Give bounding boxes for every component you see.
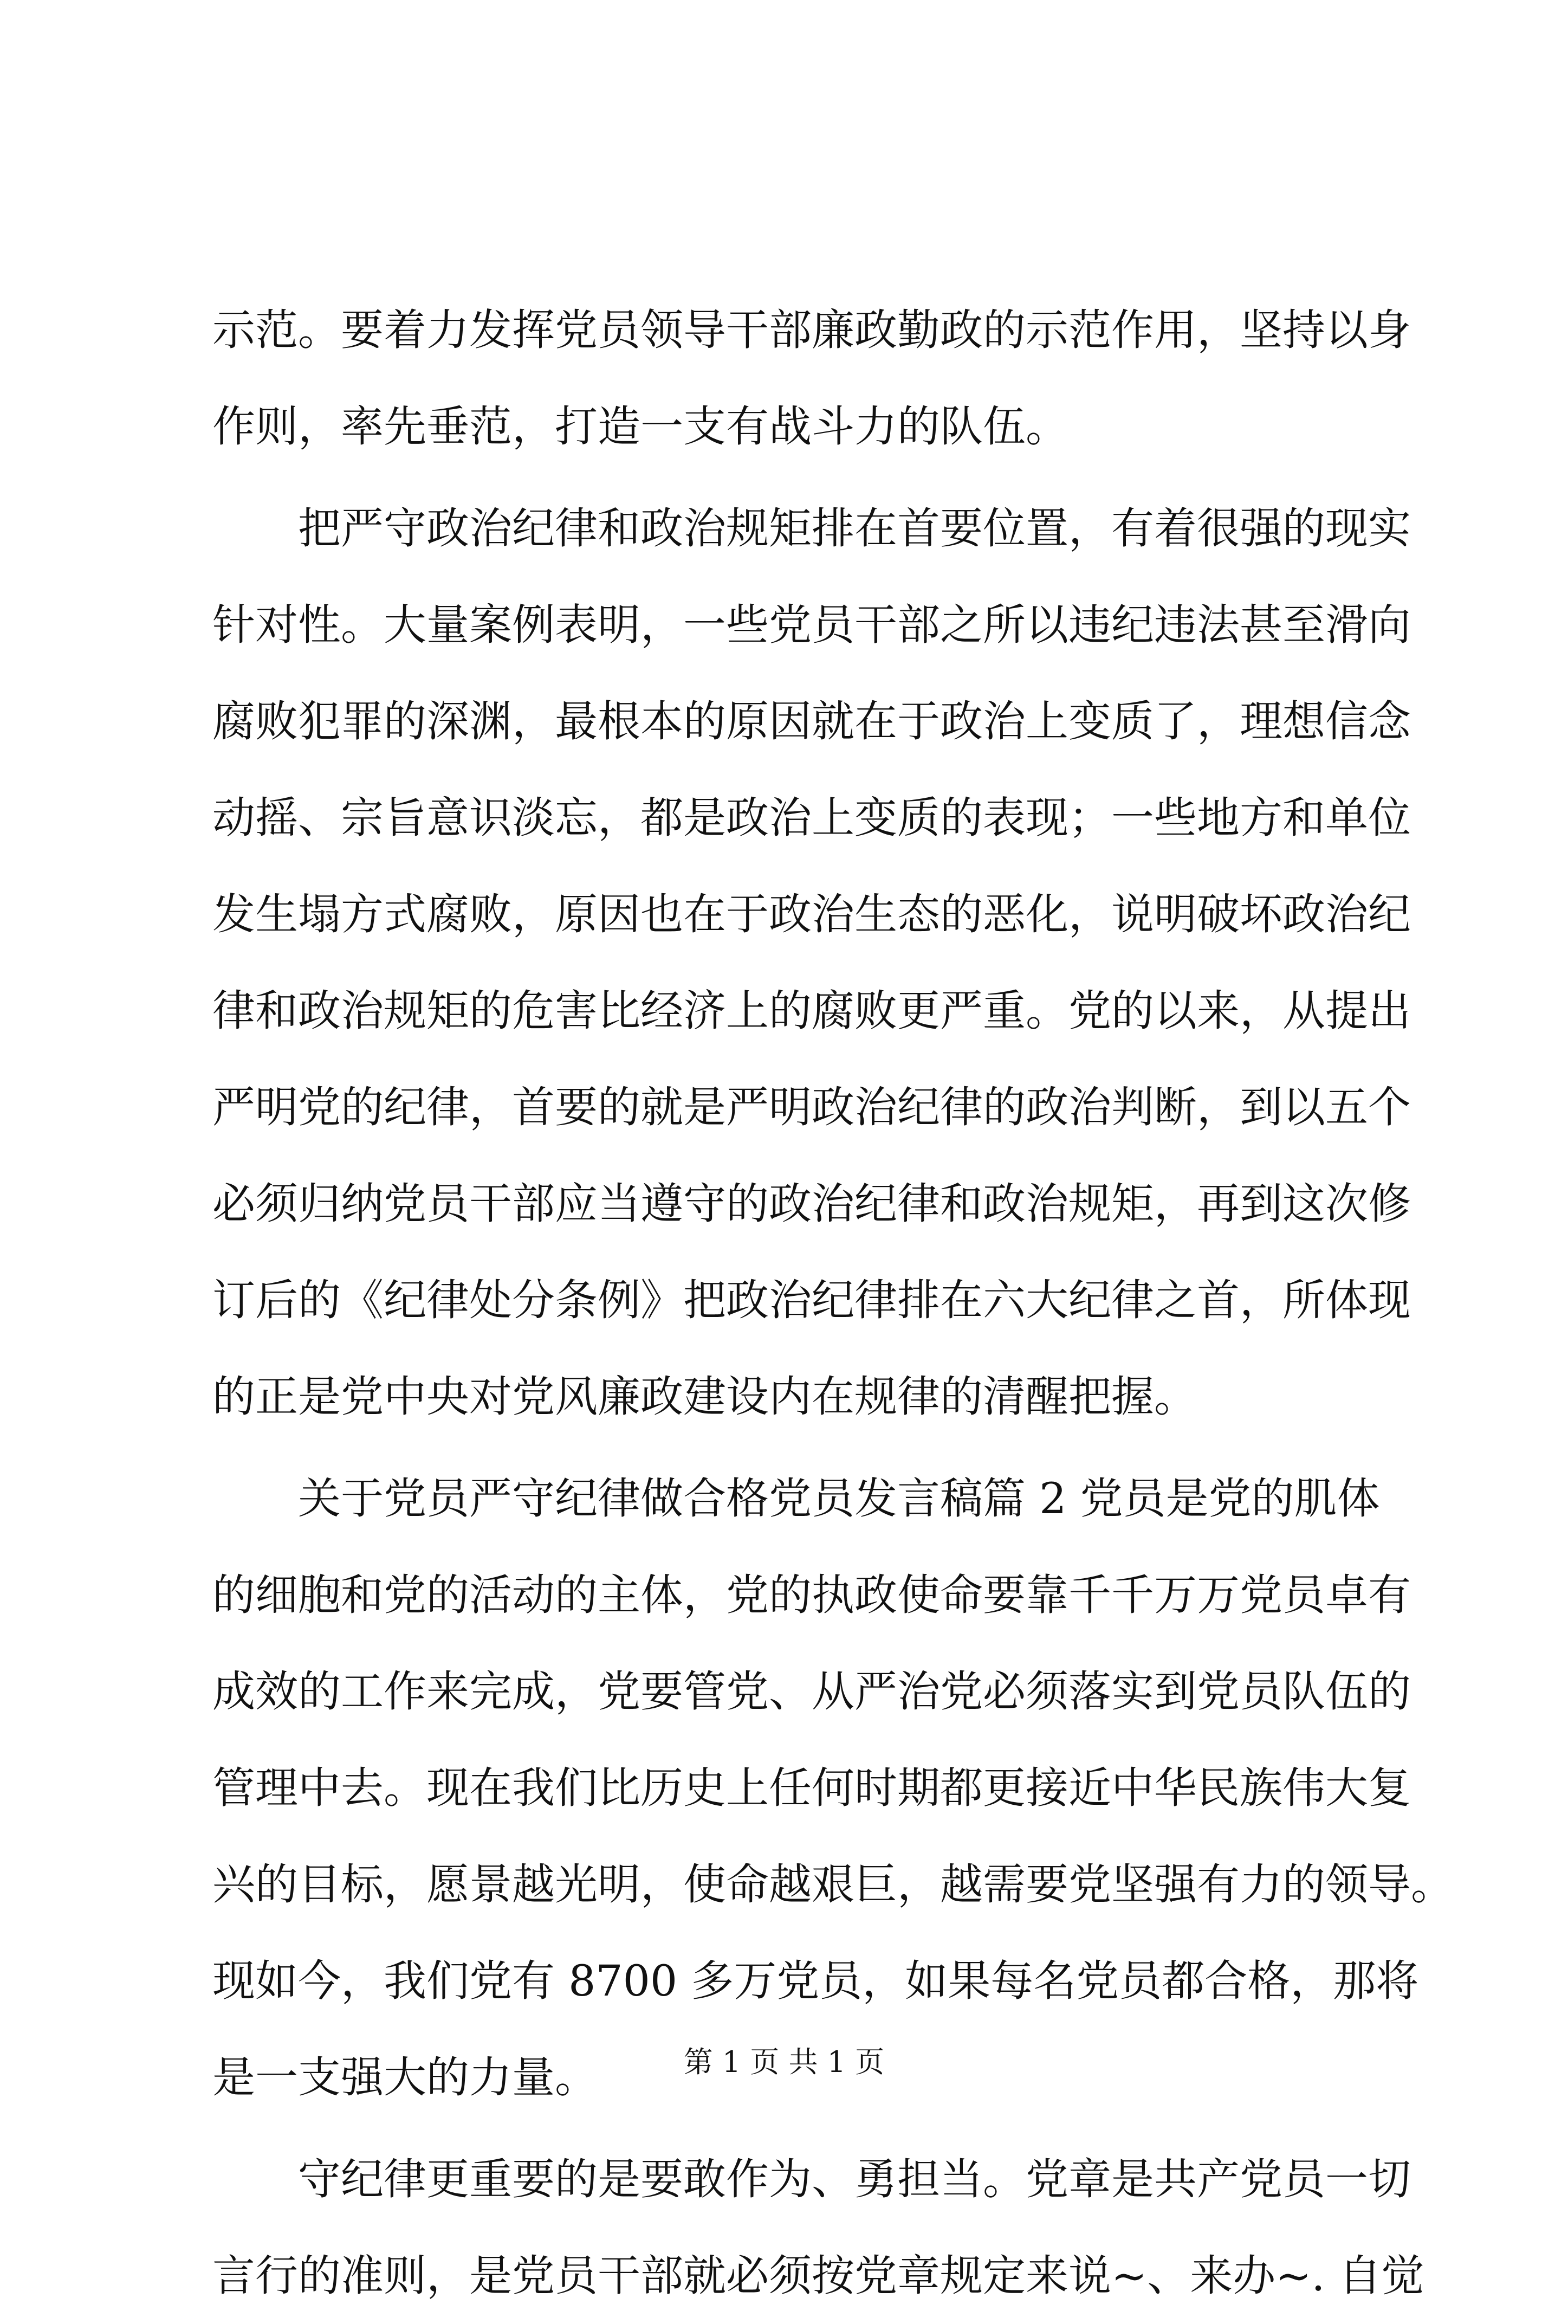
text-line: 针对性。大量案例表明，一些党员干部之所以违纪违法甚至滑向 (212, 600, 1411, 650)
text-line: 律和政治规矩的危害比经济上的腐败更严重。党的以来，从提出 (212, 986, 1411, 1036)
text-line: 的细胞和党的活动的主体，党的执政使命要靠千千万万党员卓有 (212, 1570, 1411, 1620)
page-footer (0, 2043, 1568, 2081)
text-line: 示范。要着力发挥党员领导干部廉政勤政的示范作用，坚持以身 (212, 305, 1411, 355)
text-line: 成效的工作来完成，党要管党、从严治党必须落实到党员队伍的 (212, 1667, 1411, 1716)
paragraph-4 (212, 2131, 1424, 2324)
text-line: 现如今，我们党有 8700 多万党员，如果每名党员都合格，那将 (212, 1956, 1419, 2006)
document-body (212, 282, 1454, 2324)
text-line: 是一支强大的力量。 (212, 2052, 598, 2102)
page-number-label: 第 1 页 共 1 页 (683, 2045, 885, 2079)
text-line: 必须归纳党员干部应当遵守的政治纪律和政治规矩，再到这次修 (212, 1179, 1411, 1229)
text-line: 兴的目标，愿景越光明，使命越艰巨，越需要党坚强有力的领导。 (212, 1860, 1454, 1909)
text-line: 订后的《纪律处分条例》把政治纪律排在六大纪律之首，所体现 (212, 1275, 1411, 1325)
text-line: 发生塌方式腐败，原因也在于政治生态的恶化，说明破坏政治纪 (212, 889, 1411, 939)
text-line: 守纪律更重要的是要敢作为、勇担当。党章是共产党员一切 (212, 2154, 1411, 2204)
paragraph-1 (212, 282, 1411, 475)
text-line: 管理中去。现在我们比历史上任何时期都更接近中华民族伟大复 (212, 1763, 1411, 1813)
paragraph-2 (212, 480, 1411, 1445)
text-line: 严明党的纪律，首要的就是严明政治纪律的政治判断，到以五个 (212, 1082, 1411, 1132)
text-line: 的正是党中央对党风廉政建设内在规律的清醒把握。 (212, 1372, 1197, 1422)
text-line: 关于党员严守纪律做合格党员发言稿篇 2 党员是党的肌体 (212, 1474, 1380, 1523)
text-line: 作则，率先垂范，打造一支有战斗力的队伍。 (212, 402, 1068, 451)
paragraph-3 (212, 1450, 1454, 2126)
text-line: 腐败犯罪的深渊，最根本的原因就在于政治上变质了，理想信念 (212, 696, 1411, 746)
text-line: 动摇、宗旨意识淡忘，都是政治上变质的表现；一些地方和单位 (212, 793, 1411, 843)
text-line: 把严守政治纪律和政治规矩排在首要位置，有着很强的现实 (212, 503, 1411, 553)
text-line: 言行的准则，是党员干部就必须按党章规定来说~、来办~. 自觉 (212, 2251, 1424, 2301)
